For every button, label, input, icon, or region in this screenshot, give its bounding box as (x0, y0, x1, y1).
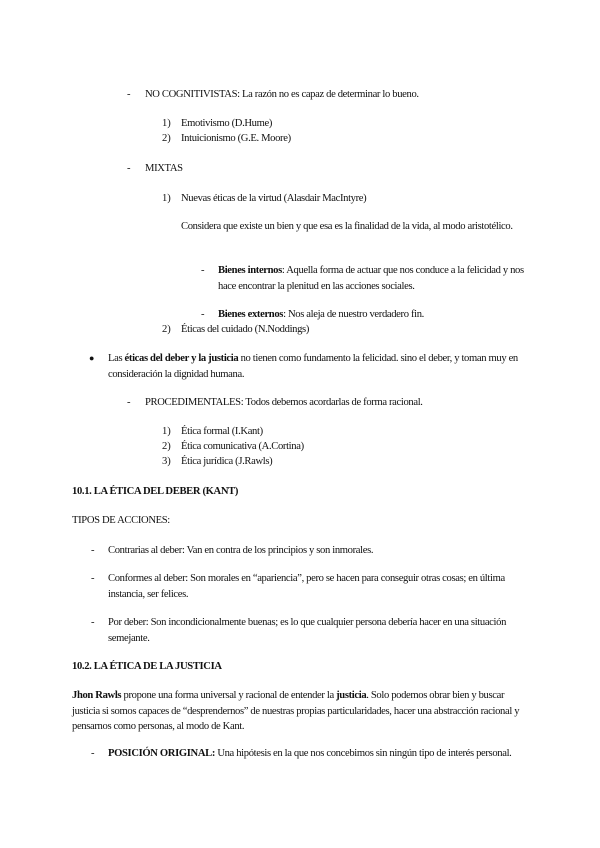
list-number: 2) (162, 133, 171, 144)
list-number: 1) (162, 193, 171, 204)
dash-marker: - (91, 617, 95, 628)
section-heading-10-2: 10.2. LA ÉTICA DE LA JUSTICIA (72, 661, 222, 672)
list-item-etica-comunicativa: Ética comunicativa (A.Cortina) (181, 441, 304, 452)
bienes-externos-term: Bienes externos (218, 309, 284, 320)
bienes-externos-text: : Nos aleja de nuestro verdadero fin. (283, 309, 424, 320)
accion-contrarias: Contrarias al deber: Van en contra de los principios y son inmorales. (108, 545, 374, 556)
bienes-internos-term: Bienes internos (218, 265, 282, 276)
rawls-post: . Solo podemos obrar bien y buscar justicia si somos capaces de “desprendernos” de nuestras propias particularidades, hacer una abstracción racional y pensarnos como personas, al modo de Kant. (72, 690, 520, 732)
section-heading-10-1: 10.1. LA ÉTICA DEL DEBER (KANT) (72, 486, 239, 497)
list-item-intuicionismo: Intuicionismo (G.E. Moore) (181, 133, 291, 144)
list-item-etica-formal: Ética formal (I.Kant) (181, 426, 263, 437)
dash-marker: - (127, 89, 131, 100)
no-cognitivistas-line: NO COGNITIVISTAS: La razón no es capaz de determinar lo bueno. (145, 89, 419, 100)
posicion-original-term: POSICIÓN ORIGINAL: (108, 748, 216, 759)
virtud-paragraph: Considera que existe un bien y que esa es la finalidad de la vida, al modo aristotélico. (181, 221, 513, 232)
rawls-term: justicia (336, 690, 367, 701)
list-number: 1) (162, 426, 171, 437)
procedimentales-line: PROCEDIMENTALES: Todos debemos acordarlas de forma racional. (145, 397, 423, 408)
list-item-eticas-cuidado: Éticas del cuidado (N.Noddings) (181, 324, 310, 335)
bullet-marker: ● (89, 353, 95, 363)
dash-marker: - (91, 545, 95, 556)
eticas-deber-term: éticas del deber y la justicia (124, 353, 239, 364)
dash-marker: - (127, 397, 131, 408)
tipos-acciones-label: TIPOS DE ACCIONES: (72, 515, 170, 526)
list-item-eticas-virtud: Nuevas éticas de la virtud (Alasdair MacIntyre) (181, 193, 367, 204)
eticas-deber-post: no tienen como fundamento la felicidad. sino el deber, y toman muy en consideración la dignidad humana. (108, 353, 518, 380)
list-item-emotivismo: Emotivismo (D.Hume) (181, 118, 273, 129)
accion-por-deber: Por deber: Son incondicionalmente buenas; es lo que cualquier persona debería hacer en una situación semejante. (108, 617, 507, 644)
list-item-etica-juridica: Ética jurídica (J.Rawls) (181, 456, 273, 467)
bienes-externos-item (218, 307, 548, 323)
dash-marker: - (91, 748, 95, 759)
accion-conformes: Conformes al deber: Son morales en “apariencia”, pero se hacen para conseguir otras cosas; en última instancia, ser felices. (108, 573, 505, 600)
dash-marker: - (91, 573, 95, 584)
list-number: 3) (162, 456, 171, 467)
rawls-author: Jhon Rawls (72, 690, 122, 701)
eticas-deber-pre: Las (108, 353, 125, 364)
posicion-original-text: Una hipótesis en la que nos concebimos sin ningún tipo de interés personal. (215, 748, 512, 759)
list-number: 1) (162, 118, 171, 129)
dash-marker: - (201, 265, 205, 276)
eticas-deber-paragraph (108, 351, 528, 382)
rawls-paragraph (72, 688, 534, 735)
posicion-original-item (108, 746, 533, 762)
dash-marker: - (127, 163, 131, 174)
rawls-pre: propone una forma universal y racional de entender la (121, 690, 337, 701)
list-number: 2) (162, 324, 171, 335)
bienes-internos-item (218, 263, 530, 294)
list-number: 2) (162, 441, 171, 452)
bienes-internos-text: : Aquella forma de actuar que nos conduce a la felicidad y nos hace encontrar la plenitud en las acciones sociales. (218, 265, 524, 292)
mixtas-line: MIXTAS (145, 163, 183, 174)
dash-marker: - (201, 309, 205, 320)
